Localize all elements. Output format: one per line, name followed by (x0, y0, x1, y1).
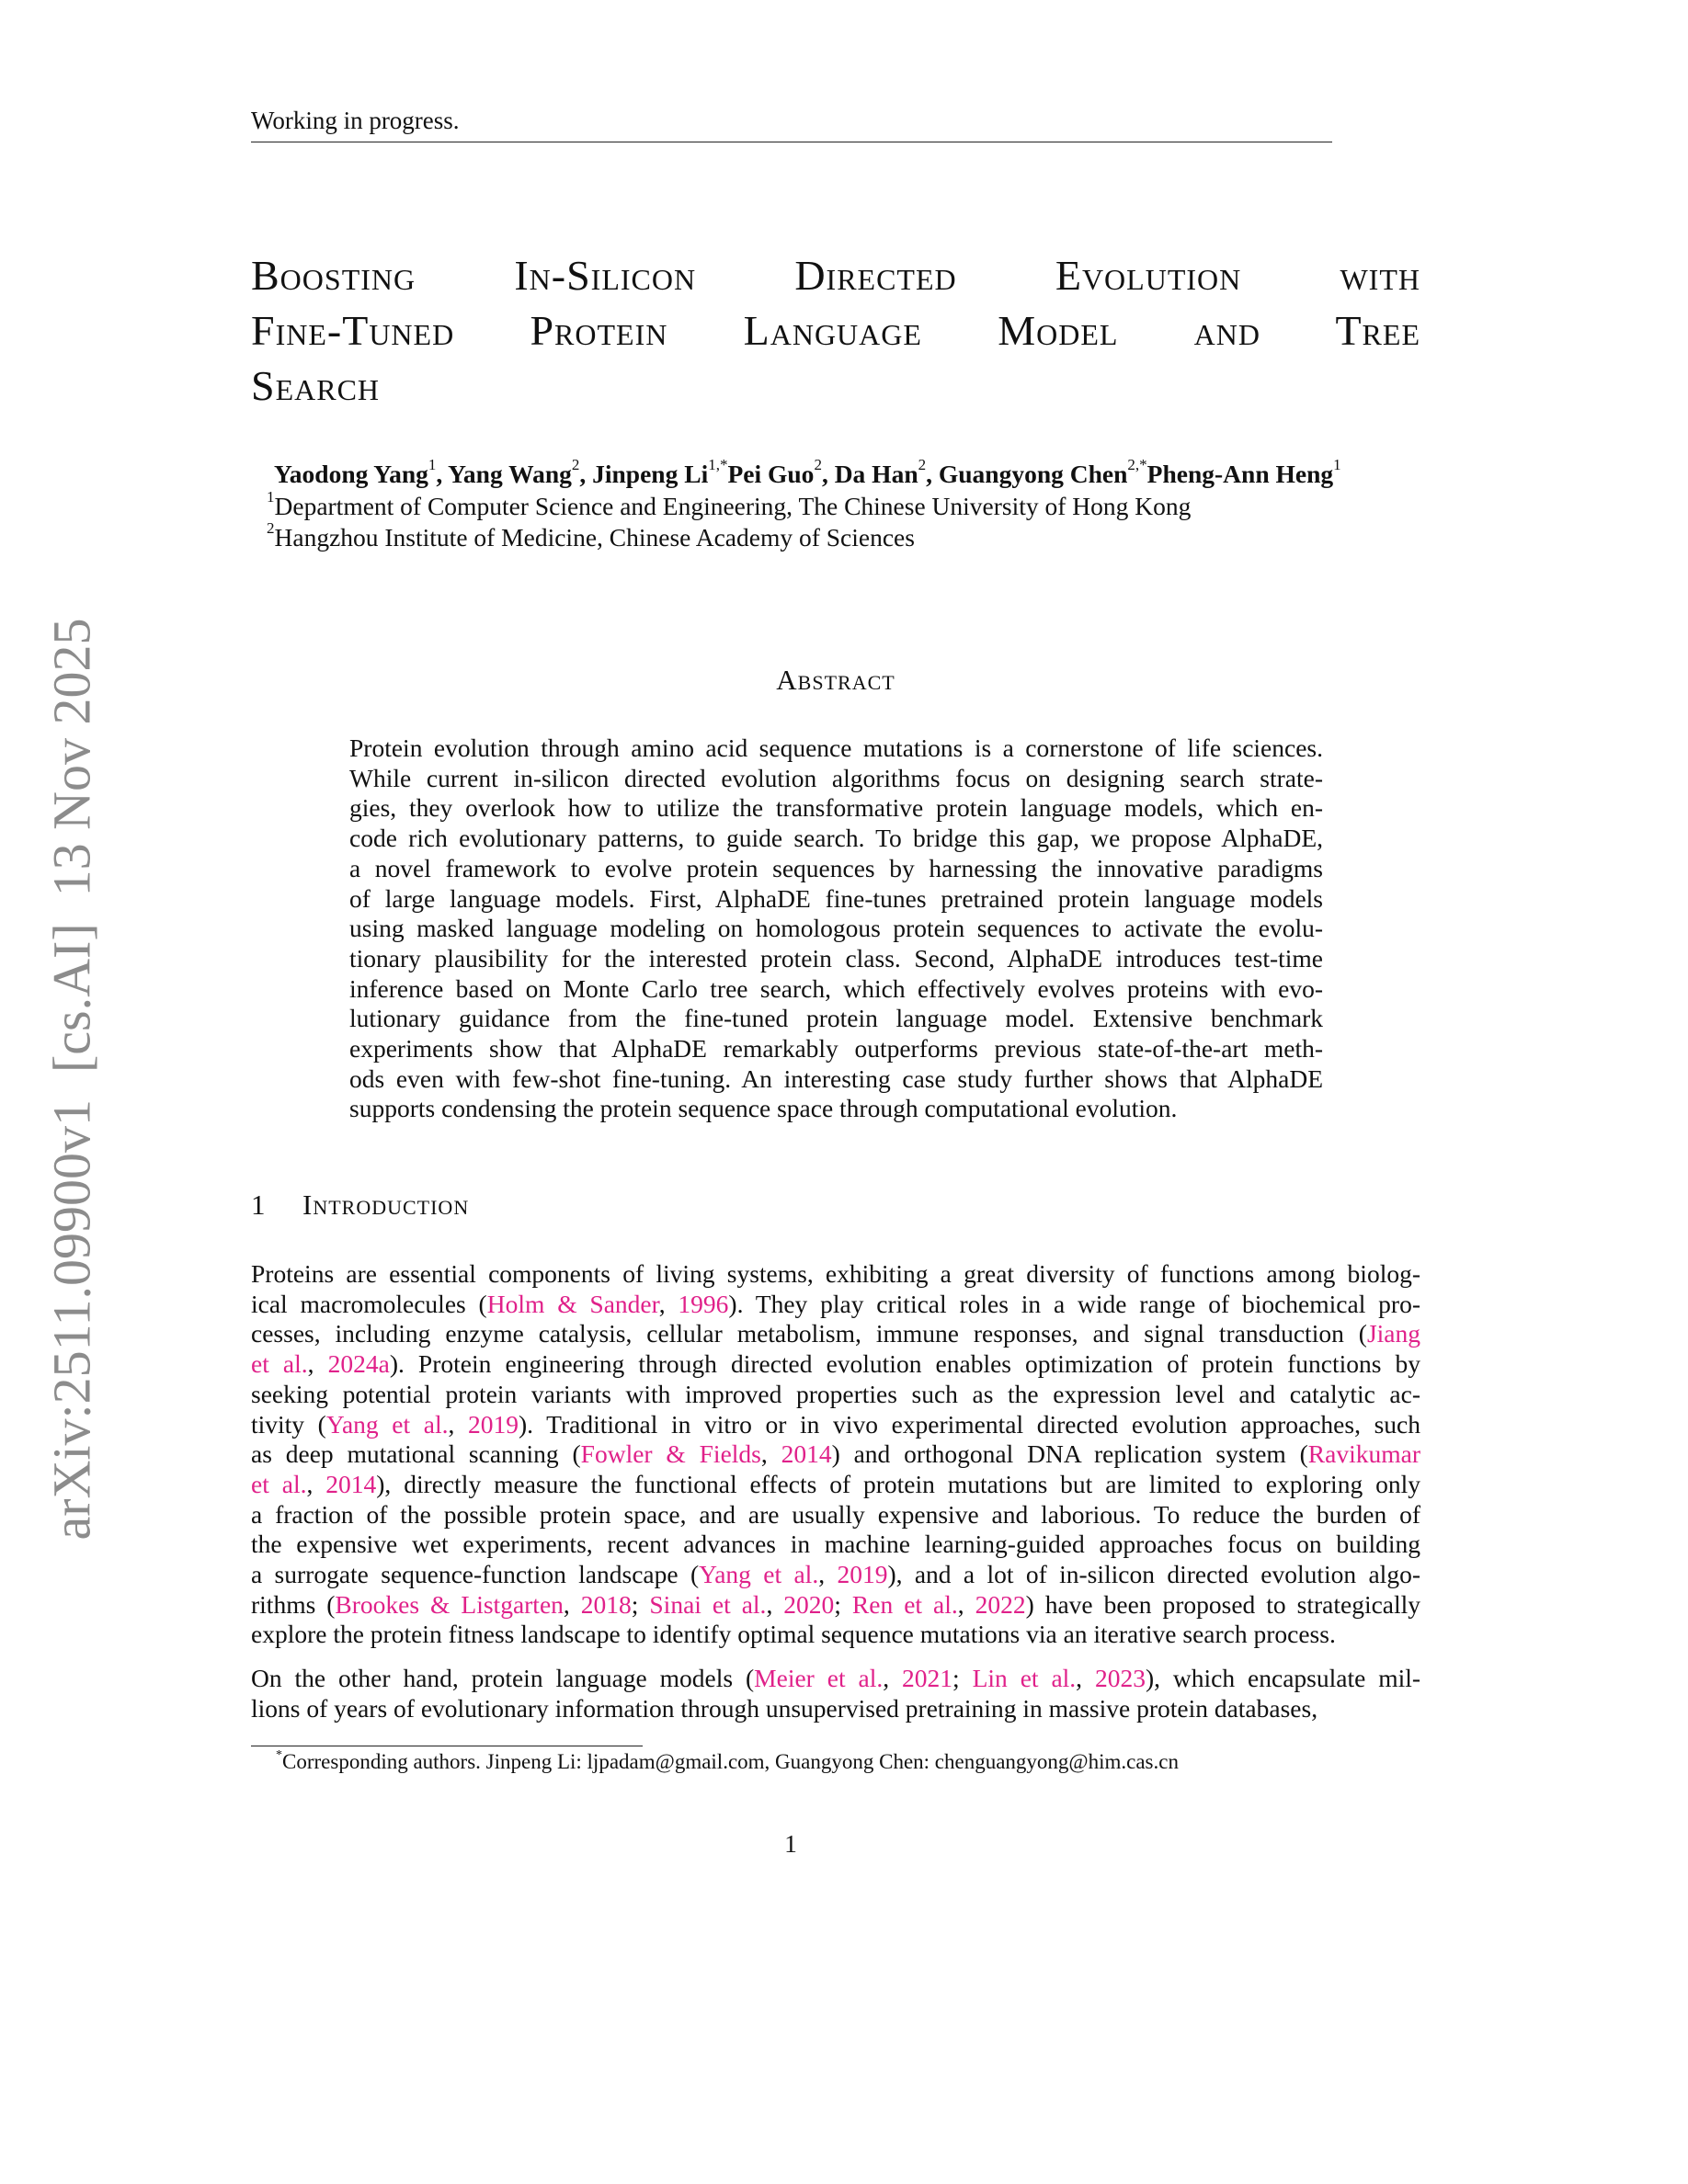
section-number: 1 (251, 1189, 266, 1221)
citation-link[interactable]: 2019 (837, 1560, 888, 1589)
abstract-line: using masked language modeling on homologous protein sequences to activate the evolu- (349, 914, 1323, 943)
body-text: ) and orthogonal DNA replication system ( (831, 1439, 1308, 1469)
paper-title (251, 248, 1420, 414)
paragraph-line (251, 1560, 1420, 1590)
body-text: ical macromolecules ( (251, 1289, 487, 1318)
citation-link[interactable]: 2023 (1094, 1664, 1146, 1692)
body-text: , (957, 1589, 975, 1619)
citation-link[interactable]: 2024a (327, 1349, 390, 1379)
body-text: ) have been proposed to strategically (1025, 1589, 1421, 1619)
intro-paragraph-2 (251, 1664, 1420, 1723)
citation-link[interactable]: 2018 (580, 1589, 632, 1619)
paragraph-line (251, 1259, 1420, 1290)
body-text: ). Traditional in vitro or in vivo experimental directed evolution approaches, such (518, 1409, 1420, 1439)
page-number: 1 (784, 1829, 797, 1858)
body-text: ; (952, 1664, 973, 1692)
citation-link[interactable]: 1996 (678, 1289, 729, 1318)
author-list (274, 456, 1341, 489)
body-text: , (306, 1469, 326, 1498)
affiliation-text: Department of Computer Science and Engineering, The Chinese University of Hong Kong (274, 492, 1192, 520)
abstract-line: experiments show that AlphaDE remarkably outperforms previous state-of-the-art meth- (349, 1034, 1323, 1064)
author-separator: , (926, 460, 939, 488)
body-text: , (766, 1589, 784, 1619)
author-affiliation-mark: 2 (918, 456, 927, 473)
citation-link[interactable]: Ren et al. (851, 1589, 958, 1619)
body-text: , (883, 1664, 903, 1692)
citation-link[interactable]: Fowler & Fields (580, 1439, 761, 1469)
paragraph-line (251, 1410, 1420, 1440)
citation-link[interactable]: Yang et al. (699, 1560, 819, 1589)
author-affiliation-mark: 1,* (708, 456, 728, 473)
citation-link[interactable]: 2014 (325, 1469, 377, 1498)
body-text: ; (631, 1589, 650, 1619)
body-text: explore the protein fitness landscape to identify optimal sequence mutations via an iterative search process. (251, 1620, 1336, 1649)
body-text: ), and a lot of in-silicon directed evolution algo- (887, 1560, 1420, 1589)
affiliation-1 (267, 488, 1192, 521)
paragraph-line (251, 1349, 1420, 1380)
body-text: a fraction of the possible protein space, and are usually expensive and laborious. To reduce the burden of (251, 1499, 1420, 1529)
affiliation-mark: 2 (267, 519, 275, 537)
paragraph-line (251, 1694, 1420, 1724)
citation-link[interactable]: 2014 (781, 1439, 832, 1469)
abstract-line: tionary plausibility for the interested protein class. Second, AlphaDE introduces test-time (349, 943, 1323, 973)
abstract-body (349, 734, 1323, 1124)
abstract-line: Protein evolution through amino acid sequence mutations is a cornerstone of life sciences. (349, 734, 1323, 762)
section-heading-introduction (251, 1189, 469, 1222)
body-text: tivity ( (251, 1409, 326, 1439)
author-name: Yang Wang (448, 460, 572, 488)
body-text: rithms ( (251, 1589, 336, 1619)
author-affiliation-mark: 2 (571, 456, 580, 473)
body-text: ), directly measure the functional effects of protein mutations but are limited to exploring only (376, 1469, 1420, 1498)
body-text: , (448, 1409, 468, 1439)
paragraph-line (251, 1439, 1420, 1470)
body-text: ; (834, 1589, 852, 1619)
author-separator: , (436, 460, 449, 488)
abstract-line: lutionary guidance from the fine-tuned protein language model. Extensive benchmark (349, 1004, 1323, 1033)
citation-link[interactable]: Meier et al. (754, 1664, 884, 1692)
body-text: as deep mutational scanning ( (251, 1439, 581, 1469)
author-name: Da Han (834, 460, 918, 488)
body-text: Proteins are essential components of living systems, exhibiting a great diversity of functions among biolog- (251, 1259, 1420, 1288)
paragraph-line (251, 1620, 1420, 1650)
citation-link[interactable]: Ravikumar (1307, 1439, 1420, 1469)
footnote-mark: * (276, 1748, 282, 1762)
abstract-line: code rich evolutionary patterns, to guide search. To bridge this gap, we propose AlphaDE, (349, 824, 1323, 853)
section-title: Introduction (302, 1189, 470, 1221)
citation-link[interactable]: 2022 (975, 1589, 1026, 1619)
paragraph-line (251, 1319, 1420, 1349)
abstract-line: supports condensing the protein sequence space through computational evolution. (349, 1094, 1178, 1123)
author-name: Jinpeng Li (592, 460, 709, 488)
author-name: Guangyong Chen (938, 460, 1128, 488)
body-text: , (760, 1439, 781, 1469)
author-affiliation-mark: 1 (1333, 456, 1341, 473)
abstract-line: a novel framework to evolve protein sequences by harnessing the innovative paradigms (349, 853, 1323, 882)
body-text: lions of years of evolutionary information through unsupervised pretraining in massive protein databases, (251, 1693, 1318, 1723)
citation-link[interactable]: Lin et al. (972, 1664, 1077, 1692)
body-text: , (307, 1349, 328, 1379)
citation-link[interactable]: Jiang (1366, 1319, 1420, 1348)
author-separator: , (579, 460, 593, 488)
body-text: , (818, 1560, 838, 1589)
abstract-line: gies, they overlook how to utilize the transformative protein language models, which en- (349, 793, 1323, 823)
body-text: , (658, 1289, 679, 1318)
affiliation-2 (267, 519, 915, 552)
abstract-line: of large language models. First, AlphaDE fine-tunes pretrained protein language models (349, 883, 1323, 913)
abstract-line: ods even with few-shot fine-tuning. An interesting case study further shows that AlphaDE (349, 1064, 1323, 1093)
author-affiliation-mark: 1 (428, 456, 437, 473)
author-name: Pheng-Ann Heng (1146, 460, 1334, 488)
title-line: Search (251, 362, 381, 409)
body-text: ). Protein engineering through directed evolution enables optimization of protein functions by (389, 1349, 1421, 1379)
citation-link[interactable]: Holm & Sander (486, 1289, 659, 1318)
abstract-heading: Abstract (776, 664, 895, 696)
body-text: ). They play critical roles in a wide range of biochemical pro- (728, 1289, 1420, 1318)
body-text: cesses, including enzyme catalysis, cellular metabolism, immune responses, and signal transduction ( (251, 1319, 1367, 1348)
citation-link[interactable]: 2021 (902, 1664, 953, 1692)
abstract-line: While current in-silicon directed evolution algorithms focus on designing search strate- (349, 763, 1323, 792)
title-line: Fine-Tuned Protein Language Model and Tree (251, 307, 1420, 354)
author-name: Yaodong Yang (274, 460, 428, 488)
citation-link[interactable]: et al. (251, 1469, 307, 1498)
title-line: Boosting In-Silicon Directed Evolution with (251, 252, 1420, 299)
paragraph-line (251, 1590, 1420, 1621)
citation-link[interactable]: 2019 (467, 1409, 519, 1439)
body-text: a surrogate sequence-function landscape ( (251, 1560, 700, 1589)
citation-link[interactable]: 2020 (783, 1589, 835, 1619)
body-text: , (563, 1589, 581, 1619)
body-text: the expensive wet experiments, recent advances in machine learning-guided approaches focus on building (251, 1530, 1420, 1559)
abstract-line: inference based on Monte Carlo tree search, which effectively evolves proteins with evo- (349, 973, 1323, 1003)
affiliation-text: Hangzhou Institute of Medicine, Chinese Academy of Sciences (274, 523, 915, 552)
footnote (276, 1750, 1179, 1774)
affiliation-mark: 1 (267, 488, 275, 506)
citation-link[interactable]: Yang et al. (325, 1409, 449, 1439)
paragraph-line (251, 1470, 1420, 1500)
intro-paragraph-1 (251, 1259, 1420, 1650)
paragraph-line (251, 1500, 1420, 1530)
body-text: ), which encapsulate mil- (1145, 1664, 1421, 1692)
arxiv-identifier-stamp[interactable]: arXiv:2511.09900v1 [cs.AI] 13 Nov 2025 (41, 618, 102, 1541)
citation-link[interactable]: Brookes & Listgarten (335, 1589, 564, 1619)
footnote-text: Corresponding authors. Jinpeng Li: ljpadam@gmail.com, Guangyong Chen: chenguangyong@him.cas.cn (282, 1750, 1179, 1773)
body-text: On the other hand, protein language models ( (251, 1664, 755, 1692)
citation-link[interactable]: Sinai et al. (649, 1589, 767, 1619)
author-affiliation-mark: 2 (814, 456, 822, 473)
paragraph-line (251, 1664, 1420, 1694)
author-affiliation-mark: 2,* (1127, 456, 1147, 473)
body-text: , (1076, 1664, 1095, 1692)
author-name: Pei Guo (727, 460, 815, 488)
paragraph-line (251, 1530, 1420, 1560)
running-header: Working in progress. (251, 107, 460, 134)
body-text: seeking potential protein variants with improved properties such as the expression level and catalytic ac- (251, 1379, 1420, 1408)
citation-link[interactable]: et al. (251, 1349, 308, 1379)
author-separator: , (821, 460, 835, 488)
paragraph-line (251, 1290, 1420, 1320)
paragraph-line (251, 1380, 1420, 1410)
